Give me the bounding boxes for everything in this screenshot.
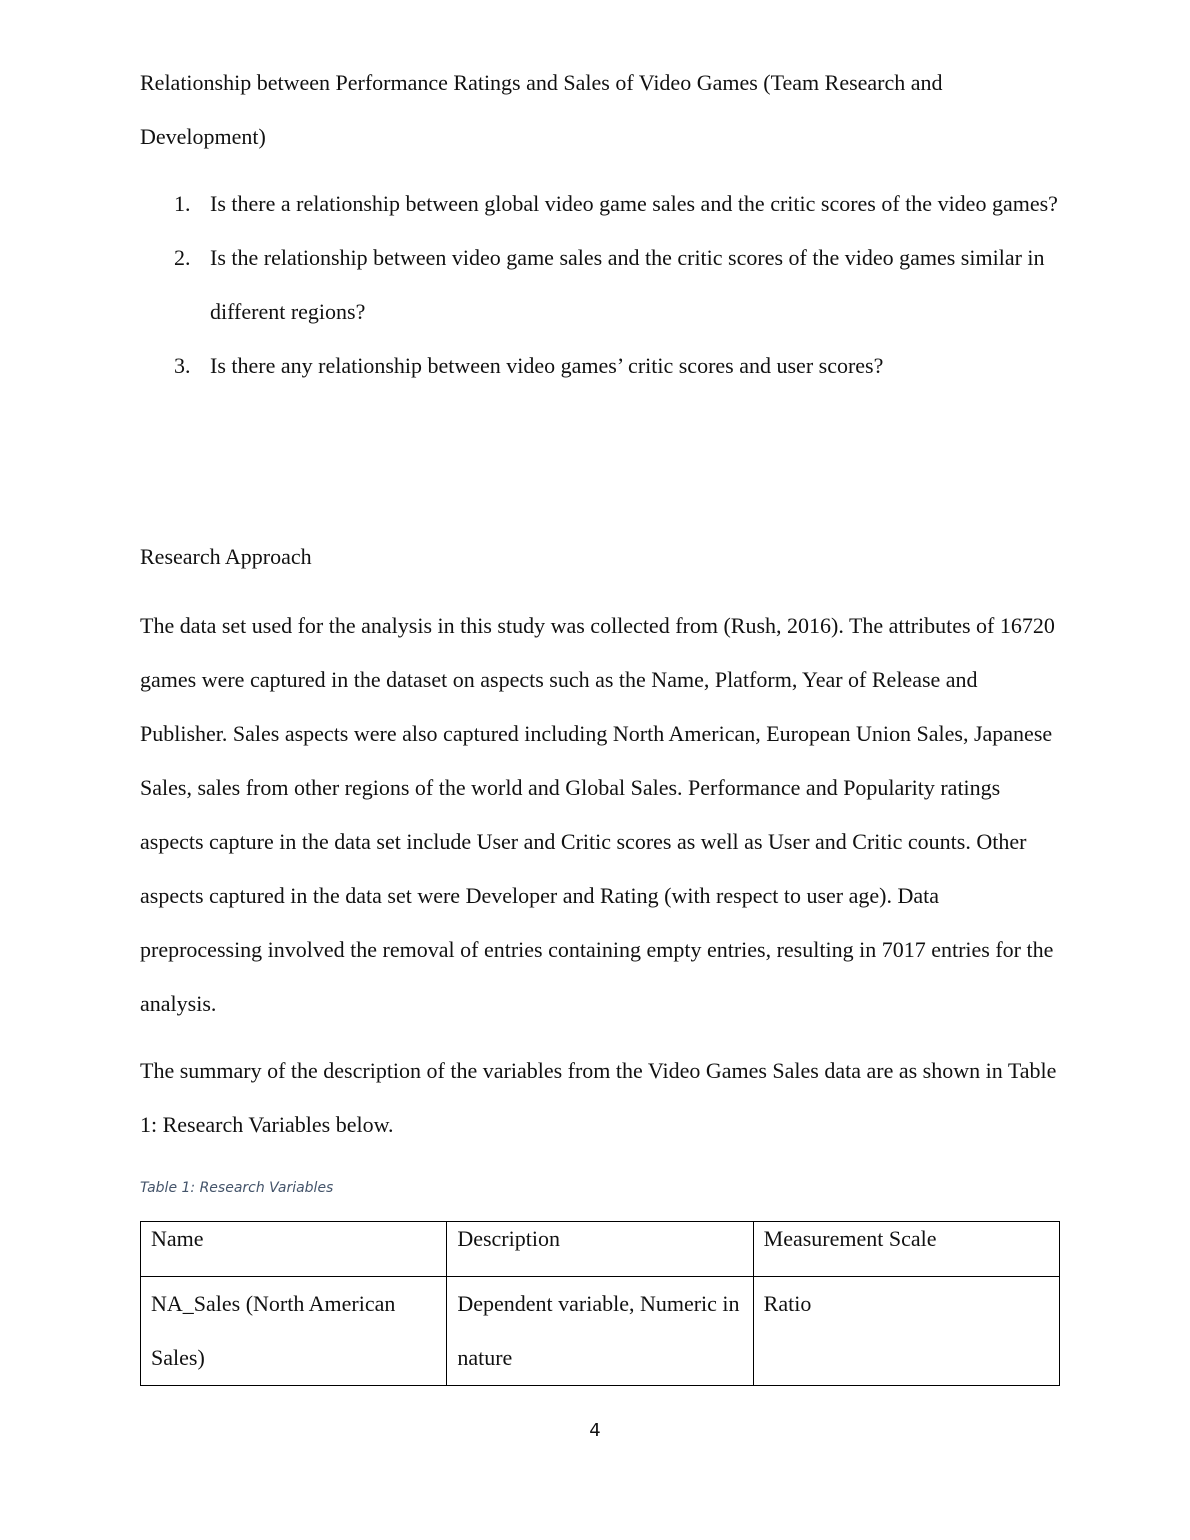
table-header-cell: Measurement Scale: [753, 1222, 1059, 1277]
table-row: [141, 1277, 1060, 1386]
table-cell: Ratio: [753, 1277, 1059, 1386]
research-variables-table: [140, 1221, 1060, 1386]
table-header-row: [141, 1222, 1060, 1277]
list-item-number: 2.: [174, 245, 191, 270]
table-caption: Table 1: Research Variables: [140, 1180, 334, 1196]
list-item: [140, 339, 1060, 393]
list-item-number: 3.: [174, 353, 191, 378]
research-questions-list: [140, 177, 1060, 393]
document-title: Relationship between Performance Ratings and Sales of Video Games (Team Research and Development): [140, 70, 943, 149]
list-item-number: 1.: [174, 191, 191, 216]
table-header-cell: Name: [141, 1222, 447, 1277]
list-item-text: Is there any relationship between video games’ critic scores and user scores?: [210, 353, 884, 378]
body-paragraph: The summary of the description of the variables from the Video Games Sales data are as shown in Table 1: Research Variables below.: [140, 1058, 1057, 1137]
list-item: [140, 177, 1060, 231]
list-item-text: Is the relationship between video game sales and the critic scores of the video games similar in different regions?: [210, 245, 1045, 324]
list-item: [140, 231, 1060, 339]
section-heading: Research Approach: [140, 544, 312, 569]
table-cell: NA_Sales (North American Sales): [141, 1277, 447, 1386]
body-paragraph: The data set used for the analysis in this study was collected from (Rush, 2016). The attributes of 16720 games were captured in the dataset on aspects such as the Name, Platform, Year of Release and Publisher. Sales aspects were also captured including North American, European Union Sales, Japanese Sales, sales from other regions of the world and Global Sales. Performance and Popularity ratings aspects capture in the data set include User and Critic scores as well as User and Critic counts. Other aspects captured in the data set were Developer and Rating (with respect to user age). Data preprocessing involved the removal of entries containing empty entries, resulting in 7017 entries for the analysis.: [140, 613, 1055, 1016]
page-number: 4: [589, 1420, 601, 1441]
table-header-cell: Description: [447, 1222, 753, 1277]
list-item-text: Is there a relationship between global video game sales and the critic scores of the video games?: [210, 191, 1058, 216]
table-cell: Dependent variable, Numeric in nature: [447, 1277, 753, 1386]
